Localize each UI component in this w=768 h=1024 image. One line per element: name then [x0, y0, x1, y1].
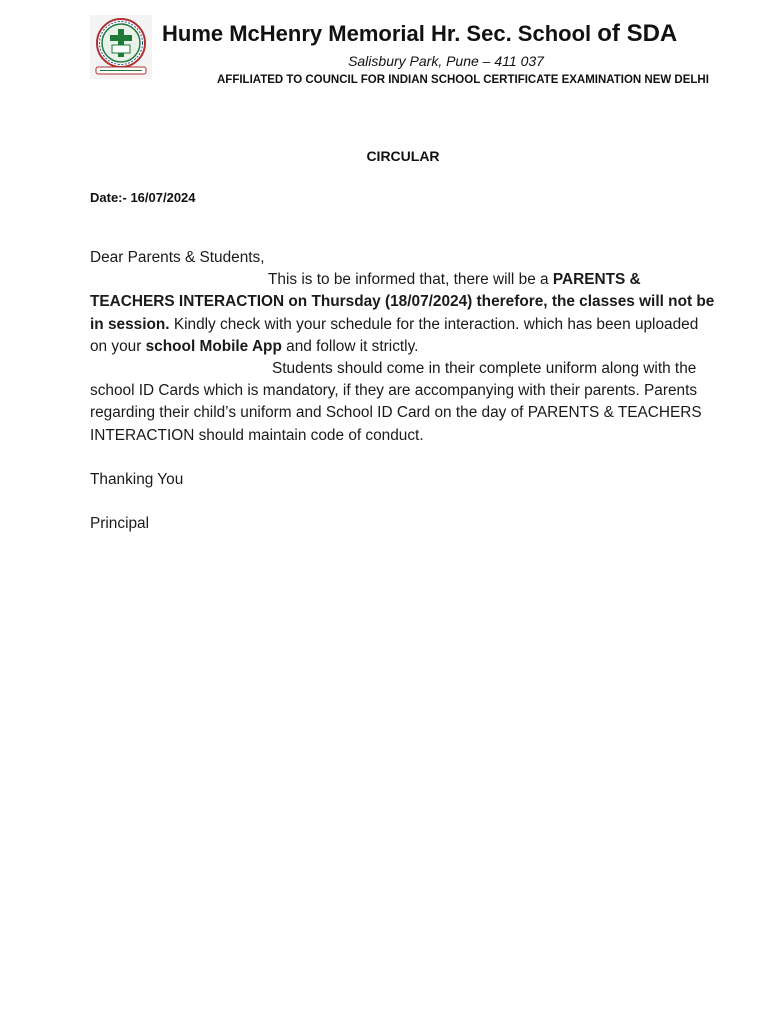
affiliation-line: AFFILIATED TO COUNCIL FOR INDIAN SCHOOL CERTIFICATE EXAMINATION NEW DELHI [217, 74, 709, 86]
paragraph-2 [90, 358, 716, 447]
school-name-suffix: of SDA [597, 20, 678, 47]
p1-bold-interaction: PARENTS & TEACHERS INTERACTION on Thursday (18/07/2024) therefore, the classes will not be in session. [90, 271, 715, 333]
p1-text-c: Kindly check with your schedule for the interaction. which has been uploaded on your [90, 315, 699, 355]
paragraph-1 [90, 269, 716, 358]
p1-bold-app: school Mobile App [145, 337, 282, 355]
letter-body [90, 247, 716, 535]
p1-text-a: This is to be informed that, there will be a [268, 271, 553, 289]
p2-text: Students should come in their complete uniform along with the school ID Cards which is mandatory, if they are accompanying with their parents. Parents regarding their child’s uniform and School ID Card on the day of PARENTS & TEACHERS INTERACTION should maintain code of conduct. [90, 360, 702, 444]
circular-date: Date:- 16/07/2024 [90, 190, 196, 205]
p1-text-e: and follow it strictly. [281, 337, 419, 355]
school-address: Salisbury Park, Pune – 411 037 [348, 53, 544, 69]
signature: Principal [90, 515, 150, 533]
school-name [162, 20, 677, 48]
school-name-main: Hume McHenry Memorial Hr. Sec. School [162, 21, 592, 46]
salutation: Dear Parents & Students, [90, 249, 265, 266]
school-crest-icon [90, 15, 152, 79]
circular-title: CIRCULAR [366, 148, 440, 164]
closing: Thanking You [90, 470, 184, 488]
